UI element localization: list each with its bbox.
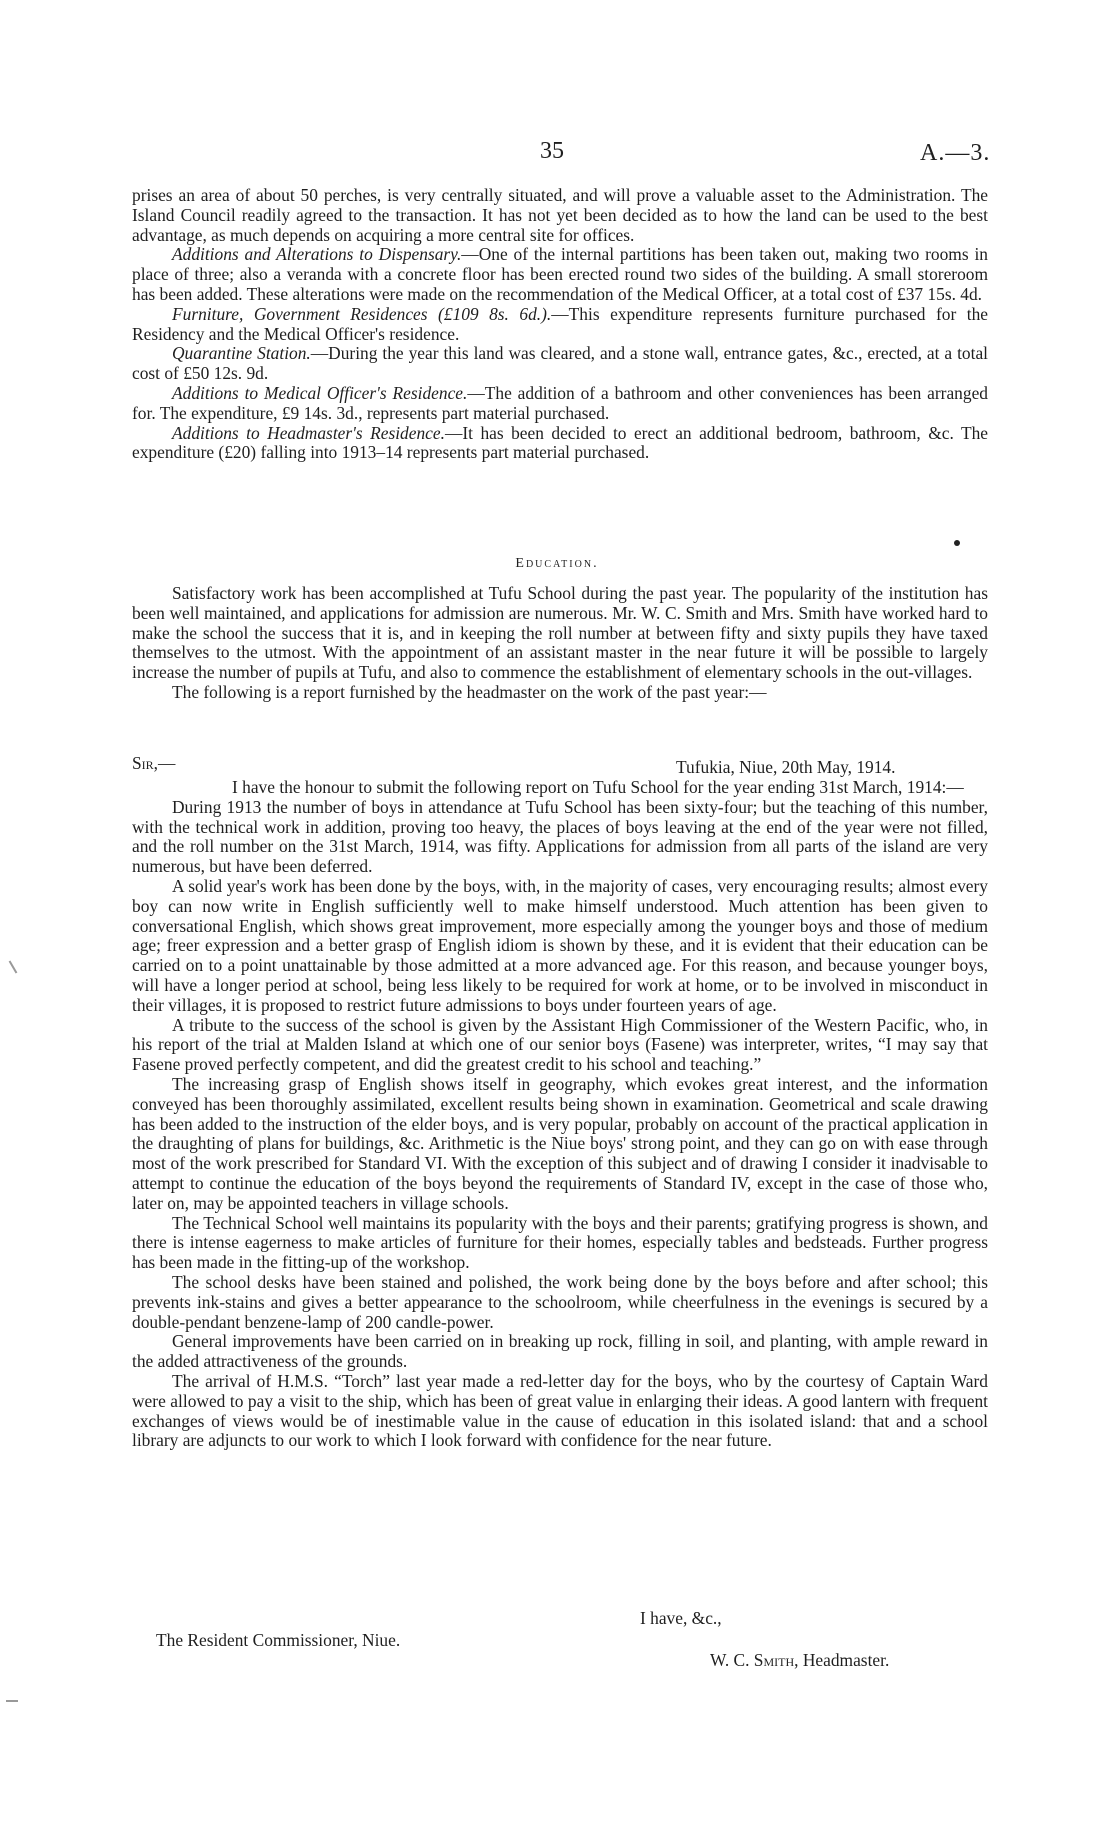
paragraph-title: Quarantine Station. (172, 343, 311, 364)
paragraph-title: Additions to Headmaster's Residence. (172, 422, 445, 443)
paragraph-text: —The addition of a bathroom and other conveniences has been arranged for. The expenditure, £9 14s. 3d., represents part material purchased. (132, 382, 988, 423)
letter-paragraph: A solid year's work has been done by the boys, with, in the majority of cases, very encouraging results; almost every boy can now write in English sufficiently well to make himself understood. Much attention has been given to conversational English, which shows great improvement, more especially among the younger boys and those of medium age; freer expression and a better grasp of English idiom is shown by these, and it is evident that their education can be carried on to a point unattainable by those admitted at a more advanced age. For this reason, and because younger boys, will have a longer period at school, being less likely to be required for work at home, or to be involved in misconduct in their villages, it is proposed to restrict future admissions to boys under fourteen years of age. (132, 875, 988, 1015)
section-heading-education: Education. (515, 556, 599, 571)
letter-dateline: Tufukia, Niue, 20th May, 1914. (676, 757, 896, 777)
top-section (132, 186, 988, 463)
paragraph-text: —During the year this land was cleared, and a stone wall, entrance gates, &c., erected, at a total cost of £50 12s. 9d. (132, 343, 988, 384)
paragraph-text: —One of the internal partitions has been taken out, making two rooms in place of three; also a veranda with a concrete floor has been erected round two sides of the building. A small storeroom has been added. These alterations were made on the recommendation of the Medical Officer, at a total cost of £37 15s. 4d. (132, 244, 988, 304)
paragraph-quarantine (132, 344, 988, 384)
letter-paragraph: A tribute to the success of the school is given by the Assistant High Commissioner of the Western Pacific, who, in his report of the trial at Malden Island at which one of our senior boys (Fasene) was interpreter, writes, “I may say that Fasene proved perfectly competent, and did the greatest credit to his school and teaching.” (132, 1014, 988, 1075)
paragraph-title: Additions and Alterations to Dispensary. (172, 244, 462, 265)
page-number: 35 (540, 138, 564, 164)
letter-paragraph: The arrival of H.M.S. “Torch” last year made a red-letter day for the boys, who by the courtesy of Captain Ward were allowed to pay a visit to the ship, which has been of great value in enlarging their ideas. A good lantern with frequent exchanges of views would be of inestimable value in the cause of education in this isolated island: that and a school library are adjuncts to our work to which I look forward with confidence for the near future. (132, 1370, 988, 1451)
paragraph-continued: prises an area of about 50 perches, is very centrally situated, and will prove a valuable asset to the Administration. The Island Council readily agreed to the transaction. It has not yet been decided as to how the land can be used to the best advantage, as much depends on acquiring a more central site for offices. (132, 185, 988, 245)
letter-intro: I have the honour to submit the following report on Tufu School for the year ending 31st March, 1914:— (232, 777, 964, 797)
education-paragraph: Satisfactory work has been accomplished at Tufu School during the past year. The popularity of the institution has been well maintained, and applications for admission are numerous. Mr. W. C. Smith and Mrs. Smith have worked hard to make the school the success that it is, and in keeping the roll number at between fifty and sixty pupils they have taxed themselves to the utmost. With the appointment of an assistant master in the near future it will be possible to largely increase the number of pupils at Tufu, and also to commence the establishment of elementary schools in the out-villages. (132, 583, 988, 683)
paragraph-headmaster-residence (132, 424, 988, 464)
letter-paragraph: The school desks have been stained and polished, the work being done by the boys before and after school; this prevents ink-stains and gives a better appearance to the schoolroom, while cheerfulness in the evenings is secured by a double-pendant benzene-lamp of 200 candle-power. (132, 1271, 988, 1332)
paragraph-text: —It has been decided to erect an additional bedroom, bathroom, &c. The expenditure (£20) falling into 1913–14 represents part material purchased. (132, 422, 988, 463)
education-section (132, 584, 988, 703)
letter-paragraph: General improvements have been carried on in breaking up rock, filling in soil, and planting, with ample reward in the added attractiveness of the grounds. (132, 1331, 988, 1372)
signature-name: W. C. Smith, (710, 1650, 799, 1670)
paragraph-furniture (132, 305, 988, 345)
letter-closing: I have, &c., (640, 1608, 722, 1628)
margin-mark (9, 960, 18, 973)
paragraph-medical-residence (132, 384, 988, 424)
letter-salutation: Sir,— (132, 753, 176, 773)
margin-mark (6, 1700, 18, 1702)
document-reference: A.—3. (920, 140, 991, 166)
paragraph-title: Additions to Medical Officer's Residence. (172, 382, 468, 403)
letter-signature (710, 1650, 889, 1671)
letter-addressee: The Resident Commissioner, Niue. (156, 1630, 401, 1650)
education-paragraph: The following is a report furnished by the headmaster on the work of the past year:— (172, 681, 767, 702)
paragraph-dispensary (132, 245, 988, 304)
paragraph-title: Furniture, Government Residences (£109 8s. 6d.). (172, 303, 552, 324)
letter-paragraph: The increasing grasp of English shows itself in geography, which evokes great interest, and the information conveyed has been thoroughly assimilated, excellent results being shown in examination. Geometrical and scale drawing has been added to the instruction of the elder boys, and is very popular, probably on account of the practical application in the draughting of plans for buildings, &c. Arithmetic is the Niue boys' strong point, and they can go on with ease through most of the work prescribed for Standard VI. With the exception of this subject and of drawing I consider it inadvisable to attempt to continue the education of the boys beyond the requirements of Standard IV, except in the case of those who, later on, may be appointed teachers in village schools. (132, 1073, 988, 1213)
signature-title: Headmaster. (802, 1650, 890, 1670)
ink-dot (954, 540, 960, 546)
letter-body (132, 778, 988, 1451)
paragraph-text: —This expenditure represents furniture purchased for the Residency and the Medical Officer's residence. (132, 303, 988, 344)
letter-paragraph: During 1913 the number of boys in attendance at Tufu School has been sixty-four; but the teaching of this number, with the technical work in addition, proving too heavy, the places of boys leaving at the end of the year were not filled, and the roll number on the 31st March, 1914, was fifty. Applications for admission from all parts of the island are very numerous, but have been deferred. (132, 796, 988, 877)
letter-paragraph: The Technical School well maintains its popularity with the boys and their parents; gratifying progress is shown, and there is intense eagerness to make articles of furniture for their homes, especially tables and bedsteads. Further progress has been made in the fitting-up of the workshop. (132, 1212, 988, 1273)
